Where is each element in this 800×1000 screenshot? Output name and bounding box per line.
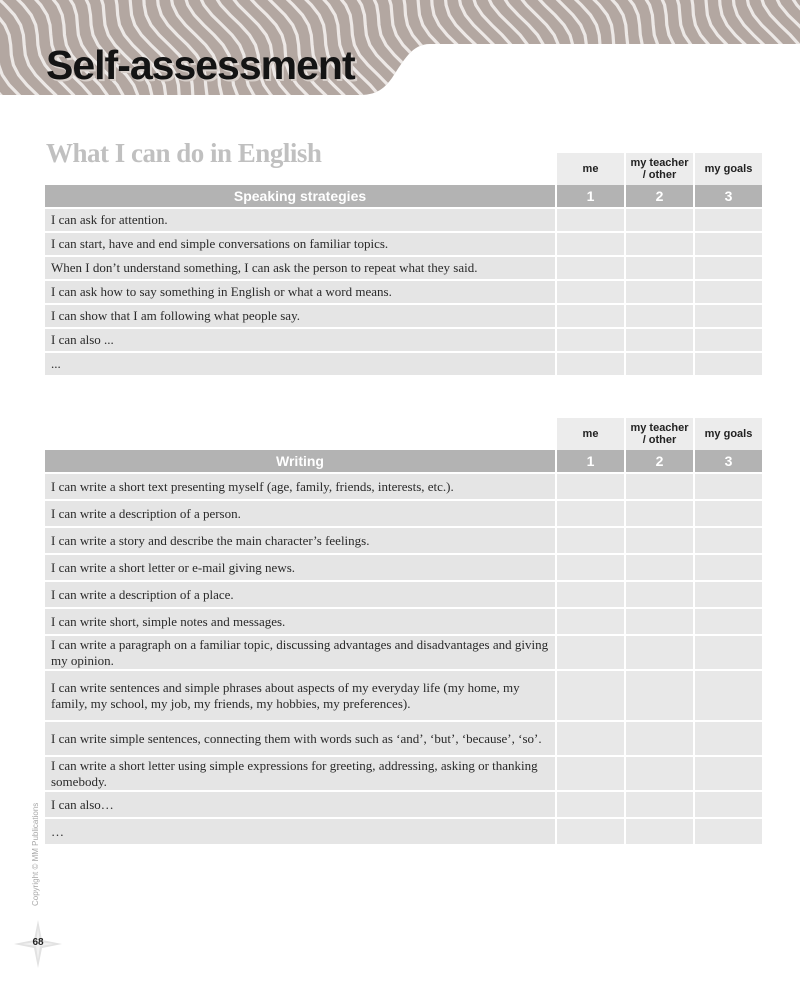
rating-cell-goals[interactable] [693,231,762,255]
statement-text: I can write a paragraph on a familiar topic, discussing advantages and disadvantages and giving my opinion. [45,634,555,669]
column-header-row [45,153,762,185]
statement-row [45,279,762,303]
statement-row [45,817,762,844]
rating-cell-goals[interactable] [693,817,762,844]
rating-cell-goals[interactable] [693,720,762,755]
rating-cell-me[interactable] [555,303,624,327]
statement-row [45,351,762,375]
statement-row [45,472,762,499]
rating-cell-me[interactable] [555,634,624,669]
rating-cell-me[interactable] [555,499,624,526]
statement-text: I can write simple sentences, connecting them with words such as ‘and’, ‘but’, ‘because’, ‘so’. [45,720,555,755]
rating-cell-goals[interactable] [693,580,762,607]
rating-cell-teacher[interactable] [624,255,693,279]
rating-cell-teacher[interactable] [624,279,693,303]
statement-row [45,303,762,327]
rating-cell-me[interactable] [555,790,624,817]
column-teacher-line1: my teacher [630,422,689,434]
column-number-1: 1 [555,450,624,472]
statement-text: I can write a short letter or e-mail giving news. [45,553,555,580]
page-title: Self-assessment [46,42,355,88]
statement-text: I can start, have and end simple conversations on familiar topics. [45,231,555,255]
statement-text: I can write a story and describe the main character’s feelings. [45,526,555,553]
rating-cell-goals[interactable] [693,607,762,634]
header-spacer [45,153,555,185]
statement-text: I can show that I am following what people say. [45,303,555,327]
rating-cell-me[interactable] [555,472,624,499]
rating-cell-me[interactable] [555,526,624,553]
rating-cell-me[interactable] [555,669,624,720]
statement-text: I can write sentences and simple phrases about aspects of my everyday life (my home, my family, my school, my job, my friends, my hobbies, my preferences). [45,669,555,720]
rating-cell-goals[interactable] [693,327,762,351]
rating-cell-teacher[interactable] [624,790,693,817]
rating-cell-me[interactable] [555,279,624,303]
page-number: 68 [32,937,44,948]
rating-cell-goals[interactable] [693,207,762,231]
rating-cell-teacher[interactable] [624,526,693,553]
rating-cell-me[interactable] [555,255,624,279]
column-number-3: 3 [693,450,762,472]
statement-text: I can ask for attention. [45,207,555,231]
statement-text: I can write a short text presenting myself (age, family, friends, interests, etc.). [45,472,555,499]
statement-row [45,607,762,634]
statement-row [45,499,762,526]
statement-row [45,526,762,553]
statement-row [45,634,762,669]
rating-cell-teacher[interactable] [624,499,693,526]
rating-cell-teacher[interactable] [624,817,693,844]
statement-text: I can ask how to say something in English or what a word means. [45,279,555,303]
rating-cell-goals[interactable] [693,472,762,499]
statement-row [45,669,762,720]
statement-row [45,755,762,790]
speaking-assessment-table [45,153,762,375]
rating-cell-teacher[interactable] [624,303,693,327]
statement-row [45,255,762,279]
rating-cell-teacher[interactable] [624,607,693,634]
rating-cell-goals[interactable] [693,279,762,303]
rating-cell-teacher[interactable] [624,207,693,231]
statement-row [45,231,762,255]
rating-cell-me[interactable] [555,607,624,634]
column-teacher-line2: / other [642,169,677,181]
statement-row [45,327,762,351]
rating-cell-teacher[interactable] [624,634,693,669]
rating-cell-teacher[interactable] [624,553,693,580]
statement-text: I can write a description of a place. [45,580,555,607]
column-number-3: 3 [693,185,762,207]
writing-assessment-table [45,418,762,844]
statement-row [45,553,762,580]
rating-cell-me[interactable] [555,720,624,755]
rating-cell-teacher[interactable] [624,720,693,755]
rating-cell-goals[interactable] [693,499,762,526]
rating-cell-me[interactable] [555,580,624,607]
rating-cell-teacher[interactable] [624,580,693,607]
rating-cell-goals[interactable] [693,669,762,720]
rating-cell-goals[interactable] [693,634,762,669]
statement-text: I can also… [45,790,555,817]
statement-row [45,207,762,231]
section-subtitle: What I can do in English [46,138,322,168]
rating-cell-goals[interactable] [693,790,762,817]
rating-cell-teacher[interactable] [624,669,693,720]
rating-cell-goals[interactable] [693,553,762,580]
rating-cell-me[interactable] [555,327,624,351]
section-header-row [45,185,762,207]
column-number-2: 2 [624,185,693,207]
statement-row [45,790,762,817]
column-number-1: 1 [555,185,624,207]
rating-cell-goals[interactable] [693,351,762,375]
statement-text: I can write a description of a person. [45,499,555,526]
section-heading: Speaking strategies [45,185,555,207]
rating-cell-me[interactable] [555,207,624,231]
statement-text: I can write a short letter using simple expressions for greeting, addressing, asking or thanking somebody. [45,755,555,790]
rating-cell-teacher[interactable] [624,327,693,351]
rating-cell-goals[interactable] [693,755,762,790]
statement-text: When I don’t understand something, I can ask the person to repeat what they said. [45,255,555,279]
rating-cell-me[interactable] [555,817,624,844]
rating-cell-goals[interactable] [693,255,762,279]
statement-text: I can write short, simple notes and messages. [45,607,555,634]
statement-text: … [45,817,555,844]
rating-cell-me[interactable] [555,351,624,375]
rating-cell-goals[interactable] [693,303,762,327]
column-goals: my goals [693,153,762,185]
rating-cell-me[interactable] [555,755,624,790]
header-spacer [45,418,555,450]
column-me: me [555,153,624,185]
rating-cell-teacher[interactable] [624,472,693,499]
rating-cell-me[interactable] [555,231,624,255]
column-teacher [624,418,693,450]
rating-cell-me[interactable] [555,553,624,580]
section-header-row [45,450,762,472]
copyright-notice: Copyright © MM Publications [31,802,40,906]
column-teacher [624,153,693,185]
rating-cell-teacher[interactable] [624,755,693,790]
statement-row [45,720,762,755]
rating-cell-teacher[interactable] [624,351,693,375]
column-goals: my goals [693,418,762,450]
statement-text: ... [45,351,555,375]
column-header-row [45,418,762,450]
column-me: me [555,418,624,450]
statement-row [45,580,762,607]
statement-text: I can also ... [45,327,555,351]
rating-cell-teacher[interactable] [624,231,693,255]
column-teacher-line1: my teacher [630,157,689,169]
rating-cell-goals[interactable] [693,526,762,553]
column-number-2: 2 [624,450,693,472]
column-teacher-line2: / other [642,434,677,446]
section-heading: Writing [45,450,555,472]
